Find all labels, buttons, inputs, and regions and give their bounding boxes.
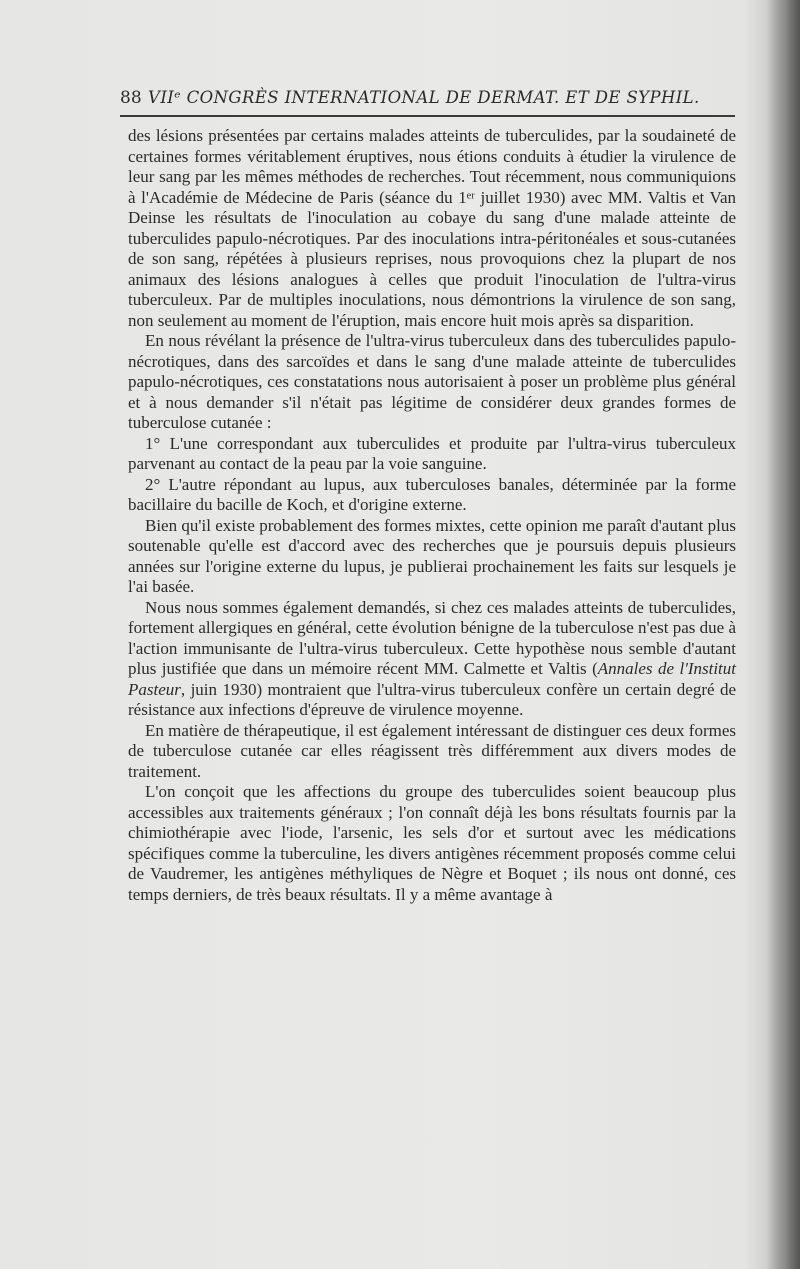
paragraph: [128, 598, 736, 721]
page-header: [120, 86, 732, 116]
paragraph: 2° L'autre répondant au lupus, aux tuberculoses banales, déterminée par la forme bacillaire du bacille de Koch, et d'origine externe.: [128, 474, 736, 514]
paragraph: En matière de thérapeutique, il est également intéressant de distinguer ces deux formes de tuberculose cutanée car elles réagissent très différemment aux divers modes de traitement.: [128, 720, 736, 781]
paragraph: En nous révélant la présence de l'ultra-virus tuberculeux dans des tuberculides papulo-nécrotiques, dans des sarcoïdes et dans le sang d'une malade atteinte de tuberculides papulo-nécrotiques, ces constatations nous autorisaient à poser un problème plus général et à nous demander s'il n'était pas légitime de considérer deux grandes formes de tuberculose cutanée :: [128, 331, 736, 432]
body-text: [128, 126, 736, 905]
running-title: VIIᵉ CONGRÈS INTERNATIONAL DE DERMAT. ET DE SYPHIL.: [148, 88, 700, 107]
paragraph-text: , juin 1930) montraient que l'ultra-virus tuberculeux confère un certain degré de résistance aux infections d'épreuve de virulence moyenne.: [128, 679, 736, 719]
paragraph: des lésions présentées par certains malades atteints de tuberculides, par la soudaineté de certaines formes véritablement éruptives, nous étions conduits à étudier la virulence de leur sang par les mêmes méthodes de recherches. Tout récemment, nous communiquions à l'Académie de Médecine de Paris (séance du 1ᵉʳ juillet 1930) avec MM. Valtis et Van Deinse les résultats de l'inoculation au cobaye du sang d'une malade atteinte de tuberculides papulo-nécrotiques. Par des inoculations intra-péritonéales et sous-cutanées de son sang, répétées à plusieurs reprises, nous provoquions chez la plupart de nos animaux des lésions analogues à celles que produit l'inoculation de l'ultra-virus tuberculeux. Par de multiples inoculations, nous démontrions la virulence de son sang, non seulement au moment de l'éruption, mais encore huit mois après sa disparition.: [128, 126, 736, 330]
paragraph-text: Nous nous sommes également demandés, si chez ces malades atteints de tuberculides, fortement allergiques en général, cette évolution bénigne de la tuberculose n'est pas due à l'action immunisante de l'ultra-virus tuberculeux. Cette hypothèse nous semble d'autant plus justifiée que dans un mémoire récent MM. Calmette et Valtis (: [128, 597, 736, 678]
page-number: 88: [120, 88, 142, 108]
paragraph: 1° L'une correspondant aux tuberculides et produite par l'ultra-virus tuberculeux parvenant au contact de la peau par la voie sanguine.: [128, 433, 736, 473]
paragraph: L'on conçoit que les affections du groupe des tuberculides soient beaucoup plus accessibles aux traitements généraux ; l'on connaît déjà les bons résultats fournis par la chimiothérapie avec l'iode, l'arsenic, les sels d'or et surtout avec les médications spécifiques comme la tuberculine, les divers antigènes récemment proposés comme celui de Vaudremer, les antigènes méthyliques de Nègre et Boquet ; ils nous ont donné, ces temps derniers, de très beaux résultats. Il y a même avantage à: [128, 782, 736, 904]
paragraph: Bien qu'il existe probablement des formes mixtes, cette opinion me paraît d'autant plus soutenable qu'elle est d'accord avec des recherches que je poursuis depuis plusieurs années sur l'origine externe du lupus, je publierai prochainement les faits sur lesquels je l'ai basée.: [128, 515, 736, 596]
header-rule: [120, 115, 735, 117]
book-spine-shadow: [766, 0, 800, 1269]
journal-title: Annales de l'Institut Pasteur: [128, 659, 737, 699]
